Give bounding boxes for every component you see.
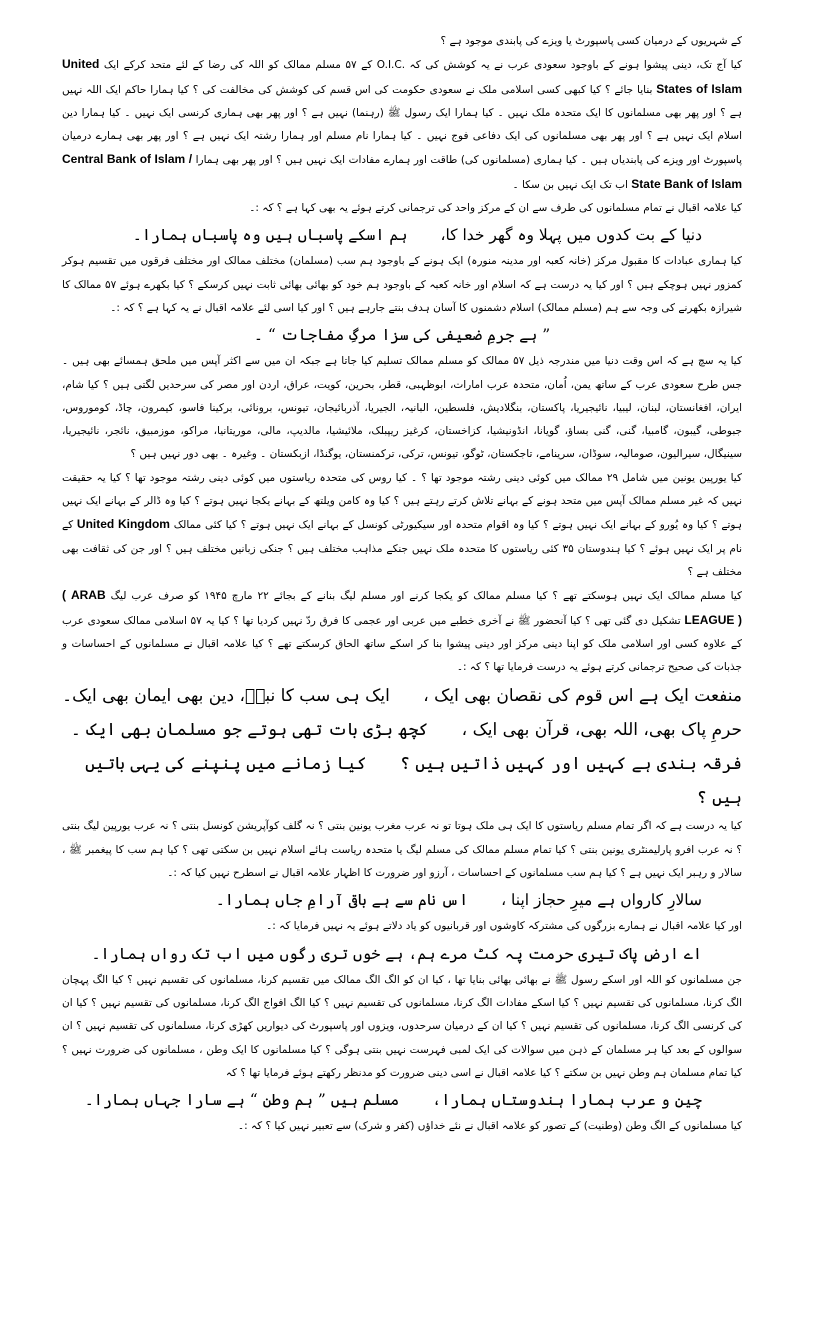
verse-2: ” ہے جرمِ ضعیفی کی سزا مرگِ مفاجات “ ۔ [253,326,551,345]
paragraph-1-text-b: کیا آج تک، دینی پیشوا ہونے کے باوجود سعودی عرب نے یہ کوشش کی کہ .O.I.C کے ۵۷ مسلم ممالک کو اللہ کی رضا کے لئے متحد کرکے ایک [103,59,742,72]
paragraph-1 [62,30,742,197]
paragraph-10: کیا مسلمانوں کے الگ وطن (وطنیت) کے تصور کو علامہ اقبال نے نئے خداؤں (کفر و شرک) سے تعبیر نہیں کیا ؟ کہ :۔ [237,1120,742,1133]
paragraph-4: کیا یہ سچ ہے کہ اس وقت دنیا میں مندرجہ ذیل ۵۷ ممالک کو مسلم ممالک تسلیم کیا جاتا ہے جبکہ ان میں سے اکثر آپس میں ملحق ہمسائے بھی ہیں ۔ جس طرح سعودی عرب کے ساتھ یمن، اُمان، متحدہ عرب امارات، ابوظہبی، قطر، بحرین، کویت، عراق، اردن اور مصر کی سرحدیں لگتی ہیں ؟ کیا شام، ایران، افغانستان، لبنان، لیبیا، نائیجیریا، پاکستان، بنگلادیش، فلسطین، البانیہ، الجیریا، آذربائیجان، تیونس، برونائی، برکینا فاسو، کیمرون، چاڈ، کوموروس، جبوطی، گیبون، گامبیا، گنی، گنی بساؤ، گویانا، انڈونیشیا، کزاخستان، کرغیز ریپبلک، ملائیشیا، مالدیپ، مالی، موریتانیا، مراکو، موزمبیق، نائجر، نائیجیریا، سینیگال، سیرالیون، صومالیہ، سوڈان، سرینامے، تاجکستان، ٹوگو، تیونس، ترکی، ترکمنستان، یوگنڈا، ازبکستان ۔ وغیرہ ۔ بھی دور نہیں ہیں ؟ [62,355,742,461]
united-states-of-islam-term: United States of Islam [62,57,743,96]
verse-3 [62,679,742,815]
paragraph-6-text-b: تشکیل دی گئی تھی ؟ کیا آنحضور ﷺ نے آخری خطبے میں عربی اور عجمی کا فرق ردّ نہیں کردیا تھا ؟ کیا یہ ۵۷ اسلامی ممالک سعودی عرب کے علاوہ کسی اور اسلامی ملک کو اپنا دینی مرکز اور دینی پیشوا بنا کر اسکے ساتھ الحاق کرسکتے تھے ؟ کیا علامہ اقبال نے مسلمانوں کے احساسات و جذبات کی صحیح ترجمانی کرتے ہوئے یہ درست فرمایا تھا ؟ کہ :۔ [62,614,742,674]
paragraph-6 [62,584,742,679]
verse-3-couplet-1 [62,679,742,713]
paragraph-7: کیا یہ درست ہے کہ اگر تمام مسلم ریاستوں کا ایک ہی ملک ہوتا تو نہ عرب مغرب یونین بنتی ؟ نہ گلف کوآپریشن کونسل بنتی ؟ نہ عرب یورپین لیگ بنتی ؟ نہ عرب افرو پارلیمنٹری یونین بنتی ؟ کیا تمام مسلم ممالک کی مسلم لیگ یا متحدہ ریاست ہائے اسلام نہیں بن سکتی تھی ؟ کیا ہم سب کا پیغمبر ﷺ ، سالار و رہبر ایک نہیں ہے ؟ کیا ہم سب مسلمانوں کے احساسات ، آرزو اور ضرورت کا اظہار علامہ اقبال نے اسطرح نہیں کیا کہ :۔ [62,820,742,880]
paragraph-1-text-c: بنایا جائے ؟ کیا کبھی کسی اسلامی ملک نے سعودی حکومت کی اس قسم کی کوشش کی مخالفت کی ؟ کیا ہمارا حاکم ایک اللہ نہیں ہے ؟ اور پھر بھی مسلمانوں کا ایک متحدہ ملک نہیں ۔ کیا ہمارا ایک رسول ﷺ (رہنما) نہیں ہے ؟ اور پھر بھی ہماری کرنسی ایک نہیں ۔ کیا ہمارا دین اسلام ایک نہیں ہے ؟ اور پھر بھی مسلمانوں کی ایک دفاعی فوج نہیں ۔ کیا ہمارا نام مسلم اور ہمارا رشتہ ایک نہیں ہے ؟ اور پھر بھی ہمارے درمیان پاسپورٹ اور ویزے کی پابندیاں ہیں ۔ کیا ہماری (مسلمانوں کی) طاقت اور ہمارے مفادات ایک نہیں ہیں ؟ اور پھر بھی ہمارا [62,83,742,167]
verse-1 [62,220,742,250]
paragraph-8: اور کیا علامہ اقبال نے ہمارے بزرگوں کی مشترکہ کاوشوں اور قربانیوں کو یاد دلاتے ہوئے یہ نہیں فرمایا کہ :۔ [266,920,742,933]
verse-4-line-b: اس نام سے ہے باقی آرامِ جاں ہمارا۔ [215,891,469,910]
verse-3-line-3b: کیا زمانے میں پنپنے کی یہی باتیں ہیں ؟ [85,754,742,809]
verse-3-couplet-2 [62,713,742,747]
verse-1-line-a: دنیا کے بت کدوں میں پہلا وہ گھر خدا کا، [440,226,702,245]
verse-3-line-2b: کچھ بڑی بات تھی ہوتے جو مسلمان بھی ایک ۔ [70,720,429,741]
verse-6-line-a: چین و عرب ہمارا ہندوستاں ہمارا، [432,1091,702,1110]
arab-league-term: ( ARAB LEAGUE ) [62,588,742,627]
central-bank-of-islam-term: Central Bank of Islam / State Bank of Islam [62,152,742,191]
verse-6 [62,1085,742,1115]
paragraph-1-text-d: اب تک ایک نہیں بن سکا ۔ [512,178,628,191]
verse-1-line-b: ہم اسکے پاسباں ہیں وہ پاسباں ہمارا۔ [132,226,408,245]
verse-3-line-3a: فرقہ بندی ہے کہیں اور کہیں ذاتیں ہیں ؟ [399,754,742,775]
verse-4 [62,885,742,915]
verse-5: اے ارضِ پاک تیری حرمت پہ کٹ مرے ہم، ہے خوں تری رگوں میں اب تک رواں ہمارا۔ [91,944,702,963]
paragraph-1-line-a: کے شہریوں کے درمیان کسی پاسپورٹ یا ویزے کی پابندی موجود ہے ؟ [440,35,742,47]
paragraph-5-text-a: کیا یورپین یونین میں شامل ۲۹ ممالک میں کوئی دینی رشتہ موجود تھا ؟ ۔ کیا روس کی متحدہ ریاستوں میں کوئی دینی رشتہ موجود تھا ؟ کیا یہ حقیقت نہیں کہ غیر مسلم ممالک آپس میں متحد ہونے کے بہانے تلاش کرتے رہتے ہیں ؟ کیا وہ کامن ویلتھ کے بہانے یکجا نہیں ہوتے ؟ کیا وہ ڈالر کے بہانے ایک نہیں ہوتے ؟ کیا وہ یُورو کے بہانے ایک نہیں ہوتے ؟ کیا وہ اقوام متحدہ اور سیکیورٹی کونسل کے بہانے ایک نہیں ہوتے ؟ کیا کئی ممالک [62,471,742,532]
paragraph-5 [62,467,742,584]
verse-3-line-1b: ایک ہی سب کا نبیؐ، دین بھی ایمان بھی ایک۔ [62,686,390,707]
verse-6-line-b: مسلم ہیں ” ہم وطن “ ہے سارا جہاں ہمارا۔ [84,1091,400,1110]
paragraph-3: کیا ہماری عبادات کا مقبول مرکز (خانہ کعبہ اور مدینہ منورہ) ایک ہونے کے باوجود ہم سب (مسلمان) مختلف ممالک اور مختلف فرقوں میں تقسیم ہوکر کمزور نہیں ہوچکے ہیں ؟ اور کیا یہ درست ہے کہ اسلام اور خانہ کعبہ کے باوجود ہم خود کو بھائی بھائی ثابت نہیں کرسکے ؟ کیا بکھرے ہوئے ۵۷ ممالک کا شیرازہ بکھرنے کی وجہ سے ہم (مسلم ممالک) اسلام دشمنوں کا آسان ہدف بنتے جارہے ہیں ؟ اور کیا اسی لئے علامہ اقبال نے یہ کہا ہے ؟ کہ :۔ [62,255,742,314]
paragraph-2: کیا علامہ اقبال نے تمام مسلمانوں کی طرف سے ان کے مرکز واحد کی ترجمانی کرتے ہوئے یہ بھی کہا ہے ؟ کہ :۔ [249,202,742,215]
verse-4-line-a: سالارِ کارواں ہے میرِ حجاز اپنا ، [501,891,702,910]
paragraph-6-text-a: کیا مسلم ممالک ایک نہیں ہوسکتے تھے ؟ کیا مسلم ممالک کو یکجا کرنے اور مسلم لیگ بنانے کے بجائے ۲۲ مارچ ۱۹۴۵ کو صرف عرب لیگ [110,590,743,603]
paragraph-5-text-b: کے نام پر ایک نہیں ہوئے ؟ کیا ہندوستان ۳۵ کئی ریاستوں کا متحدہ ملک نہیں جنکے مذاہب مختلف ہیں ؟ جنکی زبانیں مختلف ہیں ؟ اور جن کی ثقافت بھی مختلف ہے ؟ [62,519,742,578]
verse-3-line-1a: منفعت ایک ہے اس قوم کی نقصان بھی ایک ، [423,686,742,707]
urdu-document-page [62,30,742,1330]
verse-3-couplet-3 [62,747,742,815]
verse-3-line-2a: حرمِ پاک بھی، اللہ بھی، قرآن بھی ایک ، [461,720,742,741]
united-kingdom-term: United Kingdom [76,517,170,532]
paragraph-9: جن مسلمانوں کو اللہ اور اسکے رسول ﷺ نے بھائی بھائی بنایا تھا ، کیا ان کو الگ الگ ممالک میں تقسیم کرنا، مسلمانوں کی تقسیم نہیں ؟ کیا الگ پہچان الگ کرنا، مسلمانوں کی تقسیم نہیں ؟ کیا اسکے مفادات الگ کرنا، مسلمانوں کی تقسیم نہیں ؟ کیا الگ افواج الگ کرنا، مسلمانوں کی تقسیم نہیں ؟ کیا ان کی کرنسی الگ کرنا، مسلمانوں کی تقسیم نہیں ؟ کیا ان کے درمیان سرحدوں، ویزوں اور پاسپورٹ کی دیواریں کھڑی کرنا، مسلمانوں کی تقسیم نہیں ؟ ان سوالوں کے بعد کیا ہر مسلمان کے ذہن میں سوالات کی ایک لمبی فہرست نہیں بنتی ہوگی ؟ کیا مسلمانوں کا ایک وطن ، مسلمانوں کی ضرورت نہیں ؟ کیا تمام مسلمان ہم وطن نہیں بن سکتے ؟ کیا علامہ اقبال نے اسی دینی ضرورت کو مدنظر رکھتے ہوئے فرمایا تھا ؟ کہ [62,973,742,1079]
